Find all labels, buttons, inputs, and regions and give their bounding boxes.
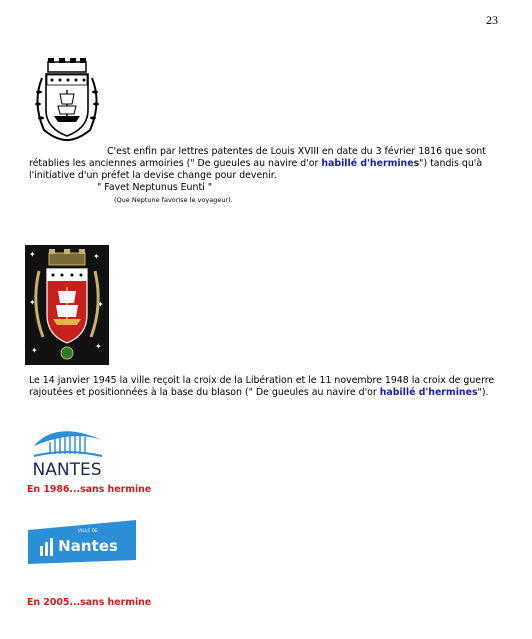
logo2-word: Nantes — [58, 537, 118, 555]
svg-text:✦: ✦ — [29, 250, 36, 259]
logo1-word: NANTES — [32, 460, 102, 478]
svg-text:✦: ✦ — [31, 346, 38, 355]
page-number: 23 — [486, 13, 498, 27]
motto: " Favet Neptunus Eunti " — [97, 182, 213, 193]
logo2-small-text: VILLE DE — [77, 529, 99, 534]
nantes-crest-color-icon — [25, 245, 109, 365]
svg-text:✦: ✦ — [29, 298, 36, 307]
para1-line3: l'initiative d'un préfet la devise change pour devenir. — [29, 170, 277, 181]
caption-1986: En 1986...sans hermine — [27, 484, 152, 495]
svg-text:✦: ✦ — [93, 252, 100, 261]
svg-text:✦: ✦ — [97, 300, 104, 309]
para1-line2: rétablies les anciennes armoiries (" De gueules au navire d'or habillé d'hermines") tandis qu'à — [29, 158, 483, 169]
nantes-crest-bw-icon — [30, 58, 104, 142]
para2-line1: Le 14 janvier 1945 la ville reçoit la croix de la Libération et le 11 novembre 1948 la croix de guerre — [29, 375, 495, 386]
ermine-phrase: habillé d'hermines — [321, 158, 420, 169]
svg-text:✦: ✦ — [95, 342, 102, 351]
caption-2005: En 2005...sans hermine — [27, 597, 152, 608]
ermine-phrase-2: habillé d'hermines — [379, 387, 478, 398]
nantes-logo-2005-icon — [26, 520, 138, 564]
para1-line1: C'est enfin par lettres patentes de Louis XVIII en date du 3 février 1816 que sont — [107, 146, 486, 157]
motto-translation: (Que Neptune favorise le voyageur). — [114, 196, 233, 204]
para2-line2: rajoutées et positionnées à la base du blason (" De gueules au navire d'or habillé d'hermines"). — [29, 387, 489, 398]
nantes-logo-1986-icon — [26, 418, 108, 478]
